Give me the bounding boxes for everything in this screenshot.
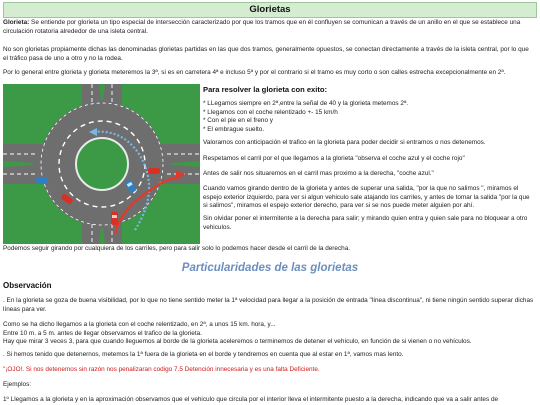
observation-line: Entre 10 m. a 5 m. antes de llegar observamos el trafico de la glorieta. [3,329,202,337]
page-header [3,2,537,18]
tips-list-item: * Llegamos con el coche relentizado +- 15 km/h [203,108,338,116]
side-paragraph-2: Respetamos el carril por el que llegamos a la glorieta "observa el coche azul y el coche rojo" [203,155,465,162]
after-diagram-note: Podemos seguir girando por cualquiera de los carriles, pero para salir solo lo podemos hacer desde el carril de la derecha. [3,245,351,252]
examples-label: Ejemplos: [3,381,32,388]
intro-paragraph-2: No son glorietas propiamente dichas las denominadas glorietas partidas en las que dos tramos, generalmente opuestos, se conectan directamente a través de la isleta central, por lo que el tráfico pasa de uno a otro y no la rodea. [3,46,529,62]
red-car-icon [148,168,160,174]
intro-term: Glorieta: [3,19,30,26]
observation-title: Observación [3,281,52,290]
roundabout-road [3,84,200,244]
side-paragraph-4: Cuando vamos girando dentro de la glorieta y antes de superar una salida, "por la que no salimos ", miramos el espejo exterior izquierdo, para ver si algun vehiculo sale atajando los carriles, y antes de tomar la salida "por la que si salimos", miramos el espejo exterior derecho, para ver si se nos puede meter alguien por ahí. [203,185,530,210]
tips-list-item: * El embrague suelto. [203,125,265,133]
roundabout-diagram [3,84,200,244]
side-paragraph-3: Antes de salir nos situaremos en el carril mas proximo a la derecha, "coche azul." [203,170,434,177]
observation-paragraph-2 [3,321,534,347]
observation-line: Como se ha dicho llegamos a la glorieta con el coche relentizado, en 2ª, a unos 15 km. hora, y... [3,321,276,328]
intro-definition-text: Se entiende por glorieta un tipo especial de intersección caracterizado por que los tramos que en él confluyen se comunican a través de un anillo en el que se establece una circulación rotatoria alrededor de una isleta central. [3,19,521,35]
blue-car-icon [36,177,48,183]
tips-list [203,100,534,135]
observation-paragraph-3: . Si hemos tenido que detenernos, metemos la 1ª fuera de la glorieta en el borde y tendremos en cuenta que al estar en 1ª, vamos mas lento. [3,351,404,358]
tips-list-item: * Con el pie en el freno y [203,117,273,125]
example-1: 1º Llegamos a la glorieta y en la aproximación observamos que el vehiculo que circula por el interior lleva el intermitente puesto a la derecha, indicando que va a salir antes de [3,396,499,403]
page-title: Glorietas [249,3,291,15]
side-paragraph-1: Valoramos con anticipación el trafico en la glorieta para poder decidir si entramos o nos detenemos. [203,139,486,146]
observation-line: Hay que mirar 3 veces 3, para que cuando lleguemos al borde de la glorieta aceleremos o terminemos de detener el vehículo, en función de si vienen o no vehículos. [3,338,472,346]
intro-paragraph-3: Por lo general entre glorieta y glorieta meteremos la 3ª, si es en carretera 4ª e incluso 5ª y por el contrario si el tramo es muy corto o son calles estrecha excepcionalmente en 2ª. [3,69,506,76]
warning-text: "¡OJO!. Si nos detenemos sin razón nos penalizaran codigo 7.5 Detención innecesaria y es una falta Deficiente. [3,366,320,373]
section-title: Particularidades de las glorietas [181,262,359,274]
intro-definition [3,19,534,36]
diagram-side-title: Para resolver la glorieta con exito: [203,85,328,94]
red-car-icon [111,212,118,225]
side-paragraph-5: Sin olvidar poner el intermitente a la derecha para salir; y mirando quien entra y quien sale para no bloquear a otro vehiculos. [203,215,528,231]
tips-list-item: * LLegamos siempre en 2ª,entre la señal de 40 y la glorieta metemos 2ª. [203,100,409,107]
observation-paragraph-1: . En la glorieta se goza de buena visibilidad, por lo que no tiene sentido meter la 1ª velocidad para llegar a la posición de entrada "línea discontinua", ni tiene ningún sentido superar dichas líneas para ver. [3,297,534,313]
